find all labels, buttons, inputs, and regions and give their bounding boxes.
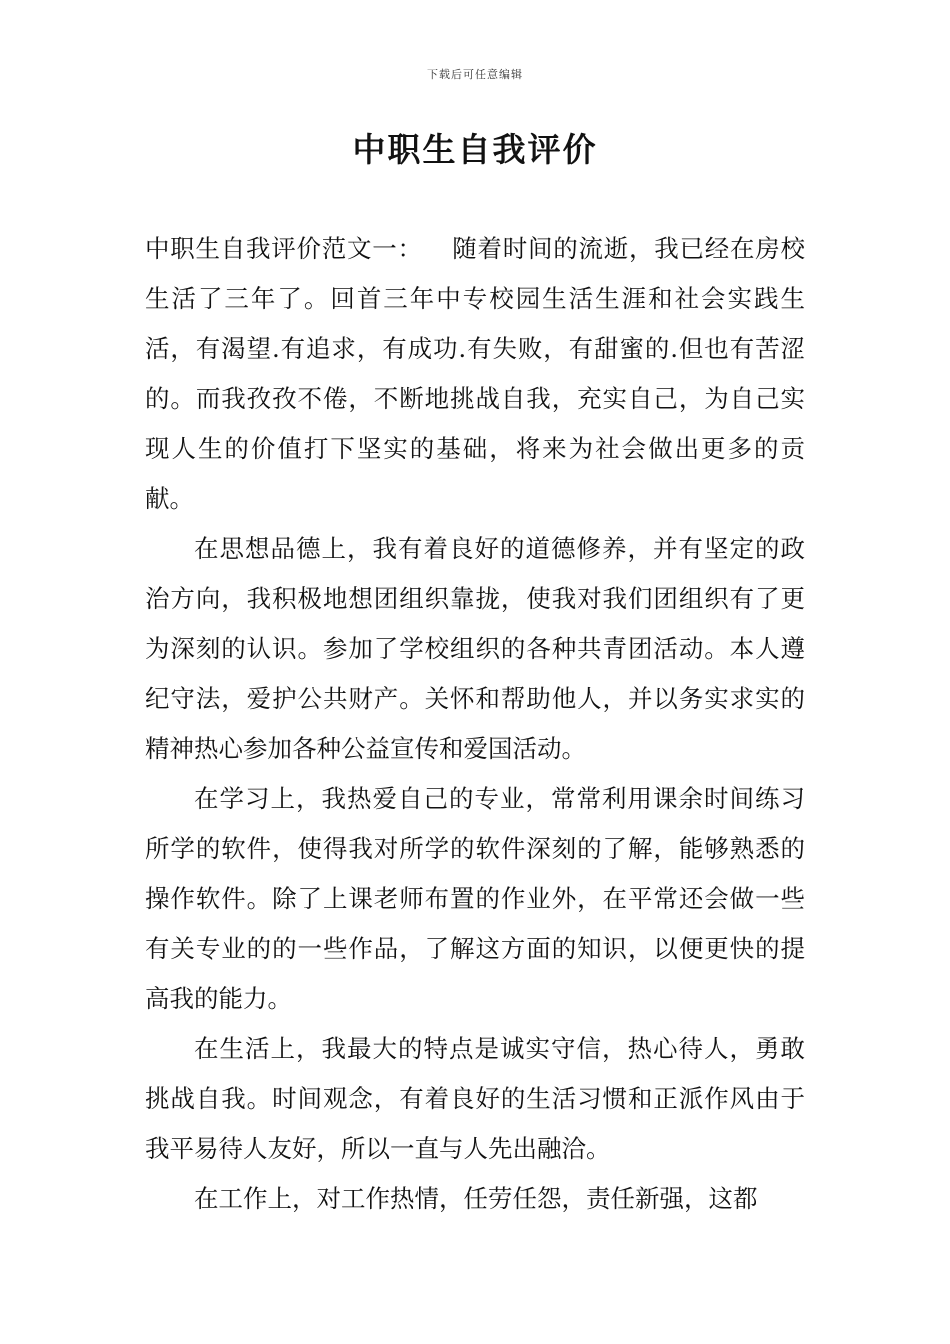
header-note: 下载后可任意编辑 — [427, 68, 523, 81]
document-body — [145, 224, 805, 1224]
paragraph-intro — [145, 224, 805, 524]
paragraph-study: 在学习上，我热爱自己的专业，常常利用课余时间练习所学的软件，使得我对所学的软件深刻的了解，能够熟悉的操作软件。除了上课老师布置的作业外，在平常还会做一些有关专业的的一些作品，了解这方面的知识，以便更快的提高我的能力。 — [145, 784, 805, 1013]
paragraph-ideology: 在思想品德上，我有着良好的道德修养，并有坚定的政治方向，我积极地想团组织靠拢，使我对我们团组织有了更为深刻的认识。参加了学校组织的各种共青团活动。本人遵纪守法，爱护公共财产。关怀和帮助他人，并以务实求实的精神热心参加各种公益宣传和爱国活动。 — [145, 534, 805, 763]
paragraph-lead-label: 中职生自我评价范文一： — [145, 234, 423, 263]
document-title: 中职生自我评价 — [352, 130, 598, 169]
paragraph-life: 在生活上，我最大的特点是诚实守信，热心待人，勇敢挑战自我。时间观念，有着良好的生活习惯和正派作风由于我平易待人友好，所以一直与人先出融洽。 — [145, 1034, 805, 1163]
paragraph-text: 随着时间的流逝，我已经在房校生活了三年了。回首三年中专校园生活生涯和社会实践生活，有渴望.有追求，有成功.有失败，有甜蜜的.但也有苦涩的。而我孜孜不倦，不断地挑战自我，充实自己，为自己实现人生的价值打下坚实的基础，将来为社会做出更多的贡献。 — [145, 234, 806, 513]
paragraph-work: 在工作上，对工作热情，任劳任怨，责任新强，这都 — [194, 1184, 758, 1213]
